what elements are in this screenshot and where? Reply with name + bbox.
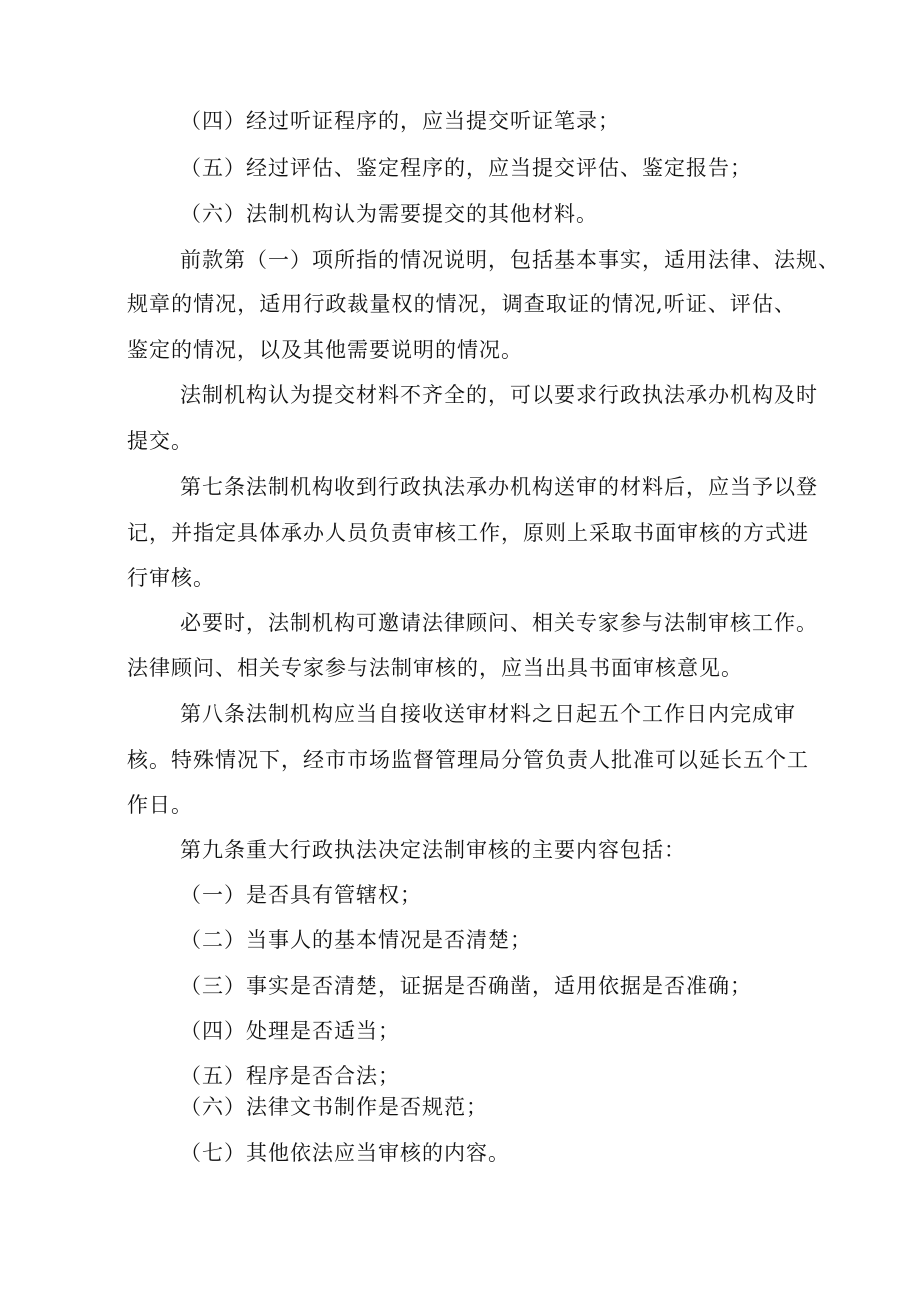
text-line: （四）经过听证程序的，应当提交听证笔录；	[180, 109, 620, 133]
text-line: 法制机构认为提交材料不齐全的，可以要求行政执法承办机构及时	[180, 383, 818, 407]
text-line: 第九条重大行政执法决定法制审核的主要内容包括：	[180, 838, 686, 862]
text-line: 第七条法制机构收到行政执法承办机构送审的材料后，应当予以登	[180, 475, 818, 499]
text-line: 鉴定的情况，以及其他需要说明的情况。	[127, 338, 523, 362]
text-line: （四）处理是否适当；	[180, 1019, 400, 1043]
text-line: （一）是否具有管辖权；	[180, 883, 422, 907]
text-line: （三）事实是否清楚，证据是否确凿，适用依据是否准确；	[180, 974, 752, 998]
text-line: （六）法律文书制作是否规范；	[180, 1095, 488, 1119]
text-line: 前款第（一）项所指的情况说明，包括基本事实，适用法律、法规、	[180, 248, 840, 272]
text-line: （五）程序是否合法；	[180, 1064, 400, 1088]
text-line: 作日。	[127, 793, 193, 817]
text-line: （六）法制机构认为需要提交的其他材料。	[180, 202, 598, 226]
text-line: 规章的情况，适用行政裁量权的情况，调查取证的情况,听证、评估、	[127, 292, 796, 316]
text-line: 行审核。	[127, 566, 215, 590]
text-line: 核。特殊情况下，经市市场监督管理局分管负责人批准可以延长五个工	[127, 748, 809, 772]
text-line: （五）经过评估、鉴定程序的，应当提交评估、鉴定报告；	[180, 156, 752, 180]
text-line: 记，并指定具体承办人员负责审核工作，原则上采取书面审核的方式进	[127, 521, 809, 545]
text-line: 第八条法制机构应当自接收送审材料之日起五个工作日内完成审	[180, 702, 796, 726]
text-line: （二）当事人的基本情况是否清楚；	[180, 928, 532, 952]
text-line: 法律顾问、相关专家参与法制审核的，应当出具书面审核意见。	[127, 656, 743, 680]
text-line: 必要时，法制机构可邀请法律顾问、相关专家参与法制审核工作。	[180, 611, 818, 635]
text-line: 提交。	[127, 429, 193, 453]
text-line: （七）其他依法应当审核的内容。	[180, 1141, 510, 1165]
